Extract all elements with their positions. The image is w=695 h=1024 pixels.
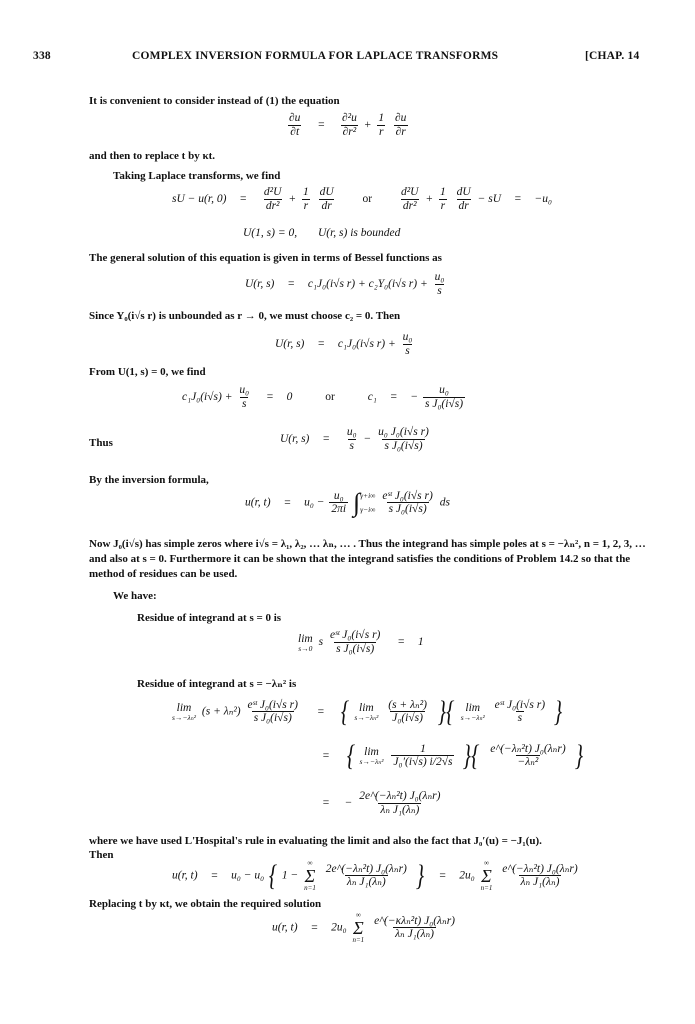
paragraph-from: From U(1, s) = 0, we find [89,366,206,378]
running-title: COMPLEX INVERSION FORMULA FOR LAPLACE TRANSFORMS [132,50,499,62]
paragraph-we-have: We have: [113,590,157,602]
equation-inversion: u(r, t) = u₀ − $\frac{\text{u₀}}{2\pi i}$ ∫ γ+i∞ γ−i∞ $\frac{\text{eˢᵗ J₀(i√s r)}}{\text{s J₀(i√s)}}$ ds [245,488,450,517]
paragraph-zeros: Now J₀(i√s) has simple zeros where i√s = λ₁, λ₂, … λₙ, … . Thus the integrand has simple poles at s = −λₙ², n = 1, 2, 3, … and also at s = 0. Furthermore it can be shown that the integrand satisfies the conditions of Problem 14.2 so that the method of residues can be used. [89,538,646,580]
equation-U-solution: U(r, s) = $\frac{\text{u₀}}{s}$ − $\frac{\text{u₀ J₀(i√s r)}}{\text{s J₀(i√s)}}$ [280,426,429,452]
equation-general: U(r, s) = c₁J₀(i√s r) + c₂Y₀(i√s r) + $\frac{\text{u₀}}{s}$ [245,271,445,297]
paragraph-replace: and then to replace t by κt. [89,150,215,162]
paragraph-since: Since Y₀(i√s r) is unbounded as r → 0, we must choose c₂ = 0. Then [89,310,401,322]
equation-residue-n-3: = − $\frac{\text{2e\textasciicircum{}(−λₙ²t) J₀(λₙr)}}{\text{λₙ J₁(λₙ)}}$ [322,790,441,816]
paragraph-residue-n: Residue of integrand at s = −λₙ² is [137,678,297,690]
paragraph-general: The general solution of this equation is given in terms of Bessel functions as [89,252,442,264]
paragraph-thus: Thus [89,437,113,449]
equation-final: u(r, t) = 2u₀ ∞ Σ n=1 $\frac{\text{e\textasciicircum{}(−κλₙ²t) J₀(λₙr)}}{\text{λₙ J₁(λₙ)}}$ [272,911,455,944]
paragraph-inversion: By the inversion formula, [89,474,209,486]
paragraph-intro: It is convenient to consider instead of (1) the equation [89,95,340,107]
equation-heat: $\frac{\partial u}{\partial t}$ = $\frac{\text{∂²u}}{\text{∂r²}}$ + $\frac{1}{r}$ $\frac{\partial u}{\partial r}$ [289,112,407,138]
equation-residue-n-2: = { lim s→−λₙ² $\frac{1}{\text{J₀′(i√s) i/2√s}}$ }{ $\frac{\text{e\textasciicircum{}(−λₙ²t) J₀(λₙr)}}{\text{−λₙ²}}$ } [322,739,583,772]
equation-boundary: U(1, s) = 0, U(r, s) is bounded [243,227,401,239]
paragraph-then: Then [89,849,114,861]
paragraph-lhospital: where we have used L'Hospital's rule in evaluating the limit and also the fact that J₀′(u) = −J₁(u). [89,835,542,847]
equation-residue-zero: lim s→0 s $\frac{\text{eˢᵗ J₀(i√s r)}}{\text{s J₀(i√s)}}$ = 1 [298,629,424,655]
equation-reduced: U(r, s) = c₁J₀(i√s r) + $\frac{\text{u₀}}{s}$ [275,331,413,357]
equation-residue-n-1: lim s→−λₙ² (s + λₙ²) $\frac{\text{eˢᵗ J₀(i√s r)}}{\text{s J₀(i√s)}}$ = { lim s→−λₙ² $\frac{\text{(s + λₙ²)}}{\text{J₀(i√s)}}$ }{ lim s→−λₙ² $\frac{\text{eˢᵗ J₀(i√s r)}}{s}$ } [172,695,563,728]
equation-c1: c₁J₀(i√s) + $\frac{\text{u₀}}{s}$ = 0 or c₁ = − $\frac{\text{u₀}}{\text{s J₀(i√s)}}$ [182,384,464,410]
equation-series: u(r, t) = u₀ − u₀ { 1 − ∞ Σ n=1 $\frac{\text{2e\textasciicircum{}(−λₙ²t) J₀(λₙr)}}{\text{λₙ J₁(λₙ)}}$ } = 2u₀ ∞ Σ n=1 $\frac{\text{e\textasciicircum{}(−λₙ²t) J₀(λₙr)}}{\text{λₙ J₁(λₙ)}}$ [172,859,578,892]
page-number: 338 [33,50,51,62]
equation-transformed: sU − u(r, 0) = $\frac{\text{d²U}}{\text{dr²}}$ + $\frac{1}{r}$ $\frac{dU}{dr}$ or $\frac{\text{d²U}}{\text{dr²}}$ + $\frac{1}{r}$ $\frac{dU}{dr}$ − sU = −u₀ [172,186,553,212]
paragraph-residue-zero: Residue of integrand at s = 0 is [137,612,282,624]
chapter-label: [CHAP. 14 [585,50,640,62]
paragraph-replacing: Replacing t by κt, we obtain the required solution [89,898,322,910]
paragraph-laplace: Taking Laplace transforms, we find [113,170,281,182]
